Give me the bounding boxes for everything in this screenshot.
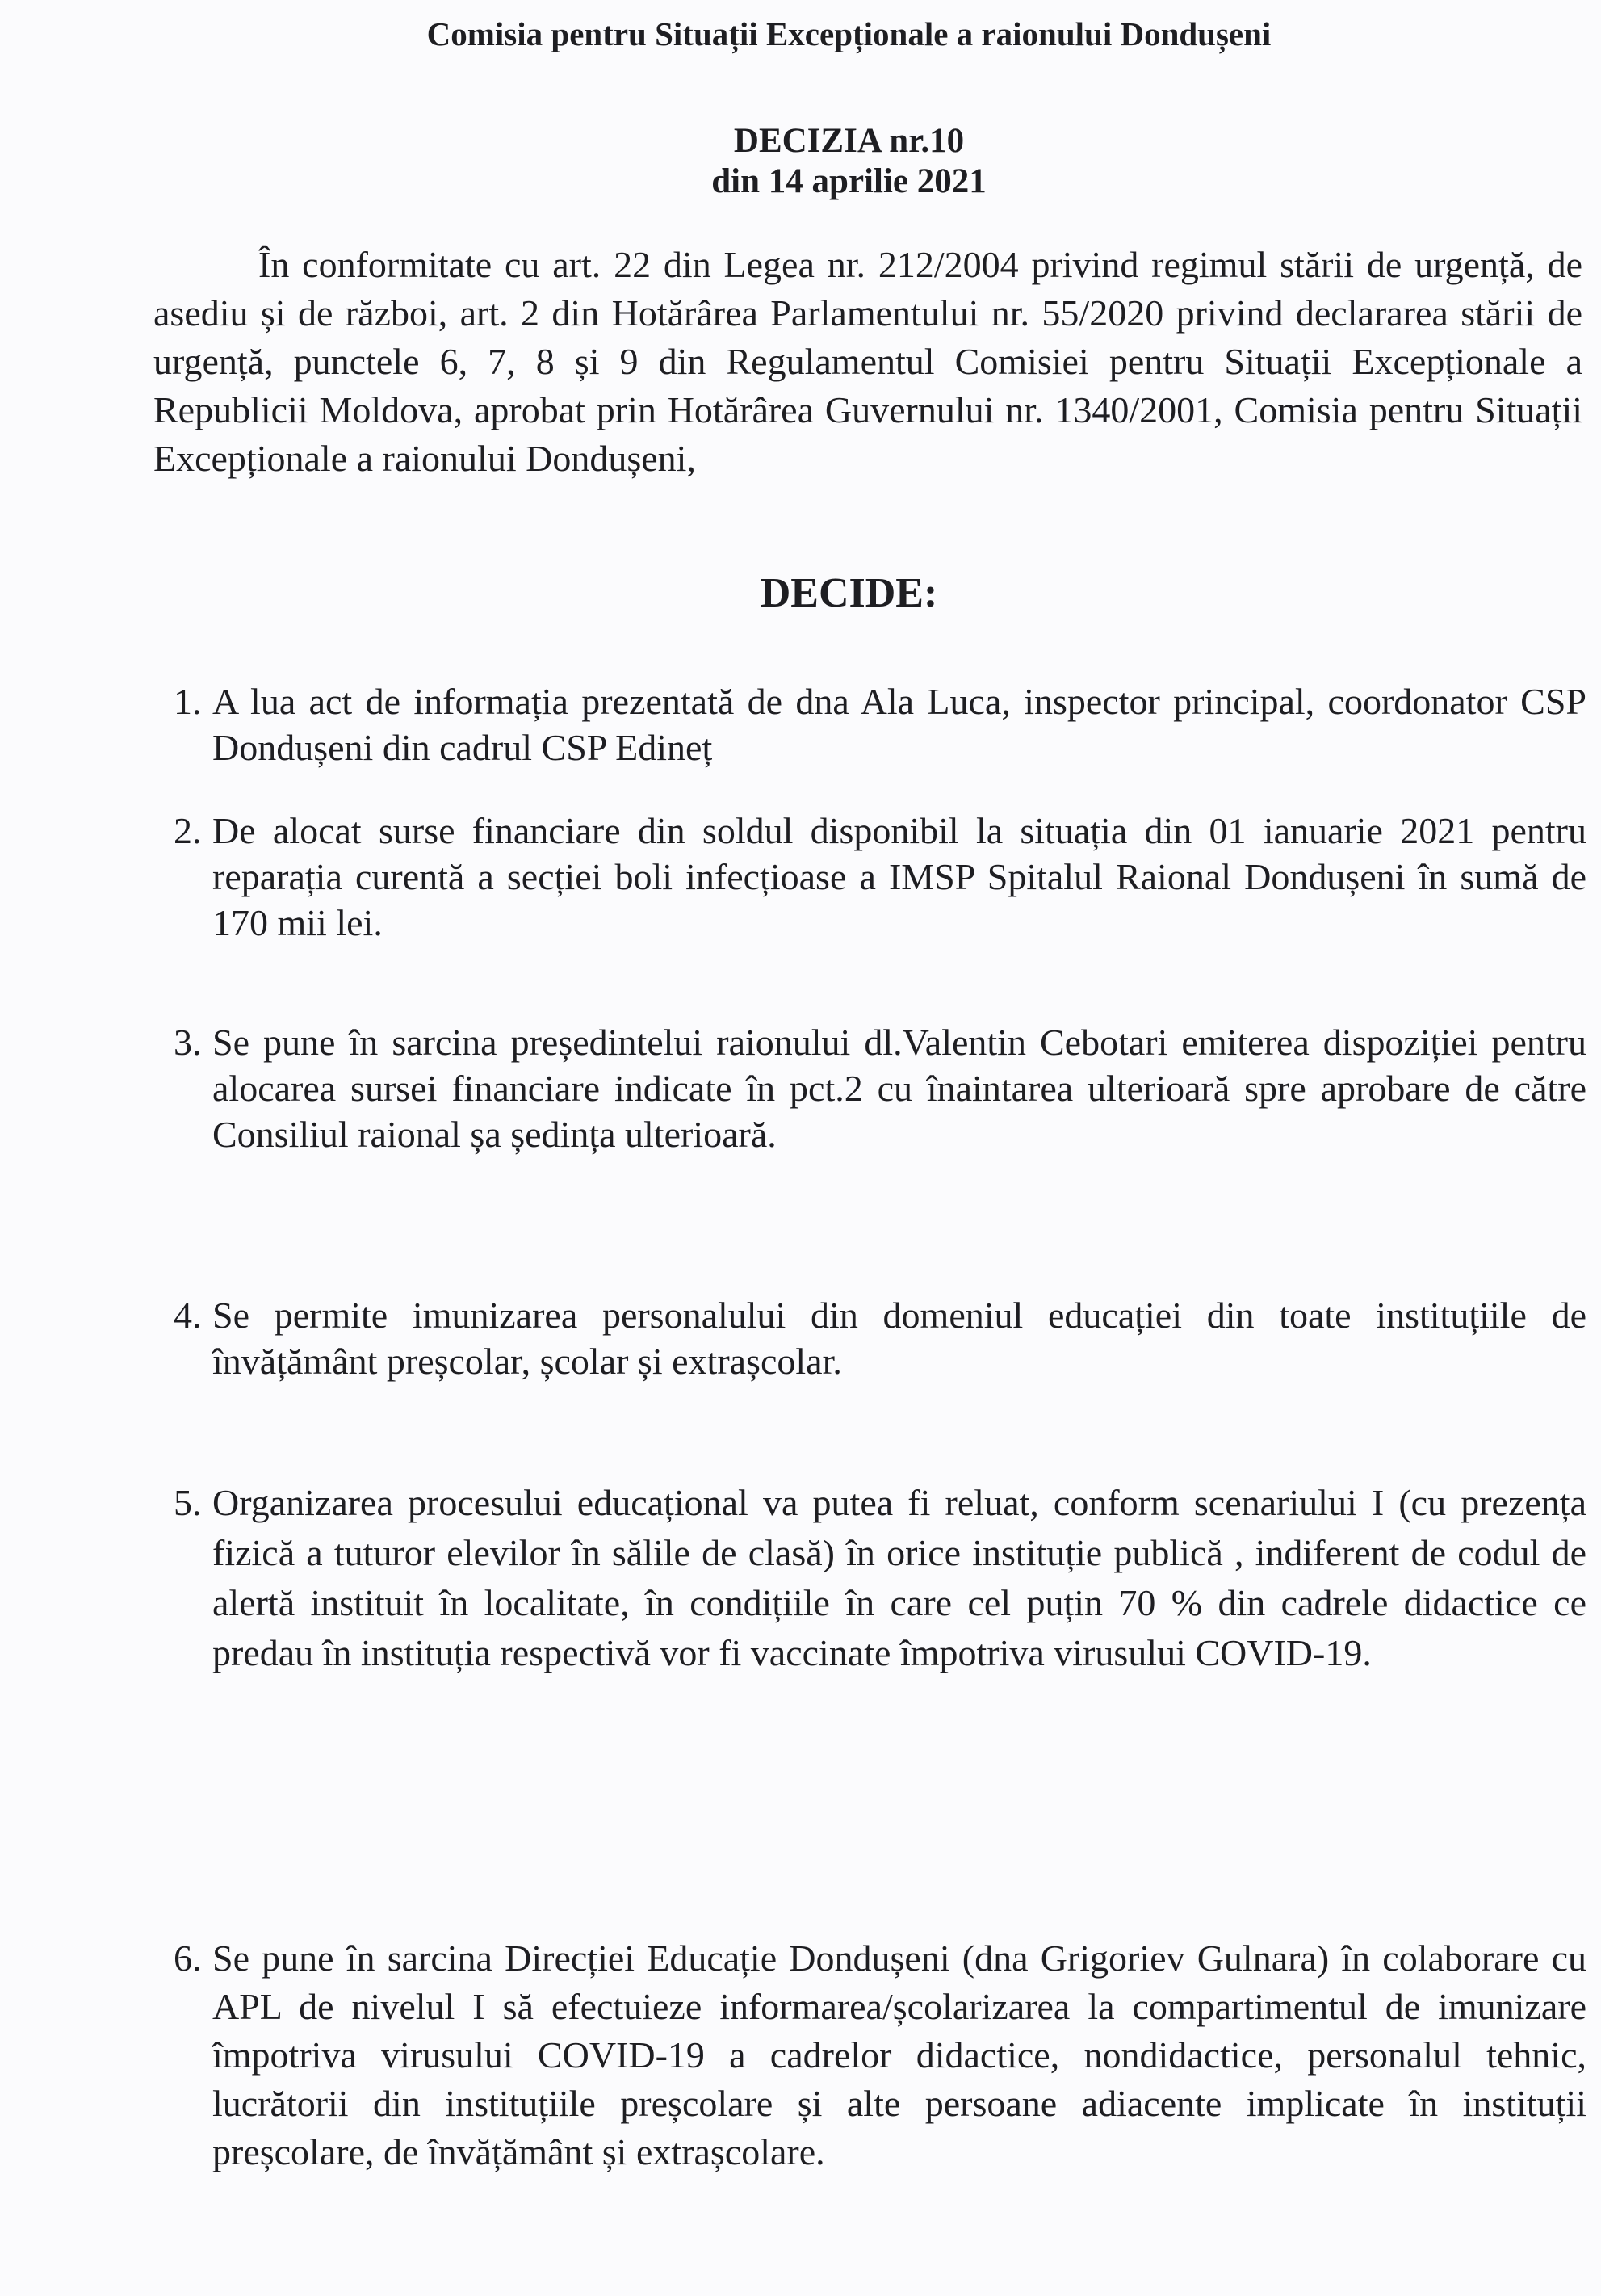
decision-date: din 14 aprilie 2021 — [711, 162, 987, 200]
item-text: Organizarea procesului educațional va putea fi reluat, conform scenariului I (cu prezența fizică a tuturor elevilor în sălile de clasă) în orice instituție publică , indiferent de codul de alertă instituit în localitate, în condițiile în care cel puțin 70 % din cadrele didactice ce predau în instituția respectivă vor fi vaccinate împotriva virusului COVID-19. — [212, 1482, 1586, 1673]
item-text: De alocat surse financiare din soldul disponibil la situația din 01 ianuarie 2021 pentru reparația curentă a secției boli infecțioase a IMSP Spitalul Raional Dondușeni în sumă de 170 mii lei. — [212, 810, 1586, 943]
decision-title: DECIZIA nr.10 — [733, 122, 965, 160]
decision-item — [174, 1019, 1586, 1157]
decision-item — [174, 678, 1586, 770]
item-number: 4. — [174, 1295, 202, 1336]
preamble-paragraph: În conformitate cu art. 22 din Legea nr. 212/2004 privind regimul stării de urgență, de asediu și de război, art. 2 din Hotărârea Parlamentului nr. 55/2020 privind declararea stării de urgență, punctele 6, 7, 8 și 9 din Regulamentul Comisiei pentru Situații Excepționale a Republicii Moldova, aprobat prin Hotărârea Guvernului nr. 1340/2001, Comisia pentru Situații Excepționale a raionului Dondușeni, — [153, 244, 1582, 479]
item-text: Se permite imunizarea personalului din domeniul educației din toate instituțiile de învățământ preșcolar, școlar și extrașcolar. — [212, 1295, 1586, 1382]
item-text: A lua act de informația prezentată de dna Ala Luca, inspector principal, coordonator CSP Dondușeni din cadrul CSP Edineț — [212, 681, 1586, 768]
item-number: 5. — [174, 1482, 202, 1523]
item-number: 6. — [174, 1937, 202, 1979]
item-number: 2. — [174, 810, 202, 851]
decision-item — [174, 1478, 1586, 1678]
item-number: 1. — [174, 681, 202, 722]
item-text: Se pune în sarcina președintelui raionului dl.Valentin Cebotari emiterea dispoziției pentru alocarea sursei financiare indicate în pct.2 cu înaintarea ulterioară spre aprobare de către Consiliul raional șa ședința ulterioară. — [212, 1022, 1586, 1155]
institution-title: Comisia pentru Situații Excepționale a raionului Dondușeni — [426, 15, 1272, 52]
decision-item — [174, 808, 1586, 946]
item-number: 3. — [174, 1022, 202, 1063]
decide-heading: DECIDE: — [760, 570, 938, 616]
decision-item — [174, 1292, 1586, 1384]
decision-item — [174, 1934, 1586, 2176]
item-text: Se pune în sarcina Direcției Educație Dondușeni (dna Grigoriev Gulnara) în colaborare cu APL de nivelul I să efectuieze informarea/școlarizarea la compartimentul de imunizare împotriva virusului COVID-19 a cadrelor didactice, nondidactice, personalul tehnic, lucrătorii din instituțiile preșcolare și alte persoane adiacente implicate în instituții preșcolare, de învățământ și extrașcolare. — [212, 1937, 1586, 2172]
